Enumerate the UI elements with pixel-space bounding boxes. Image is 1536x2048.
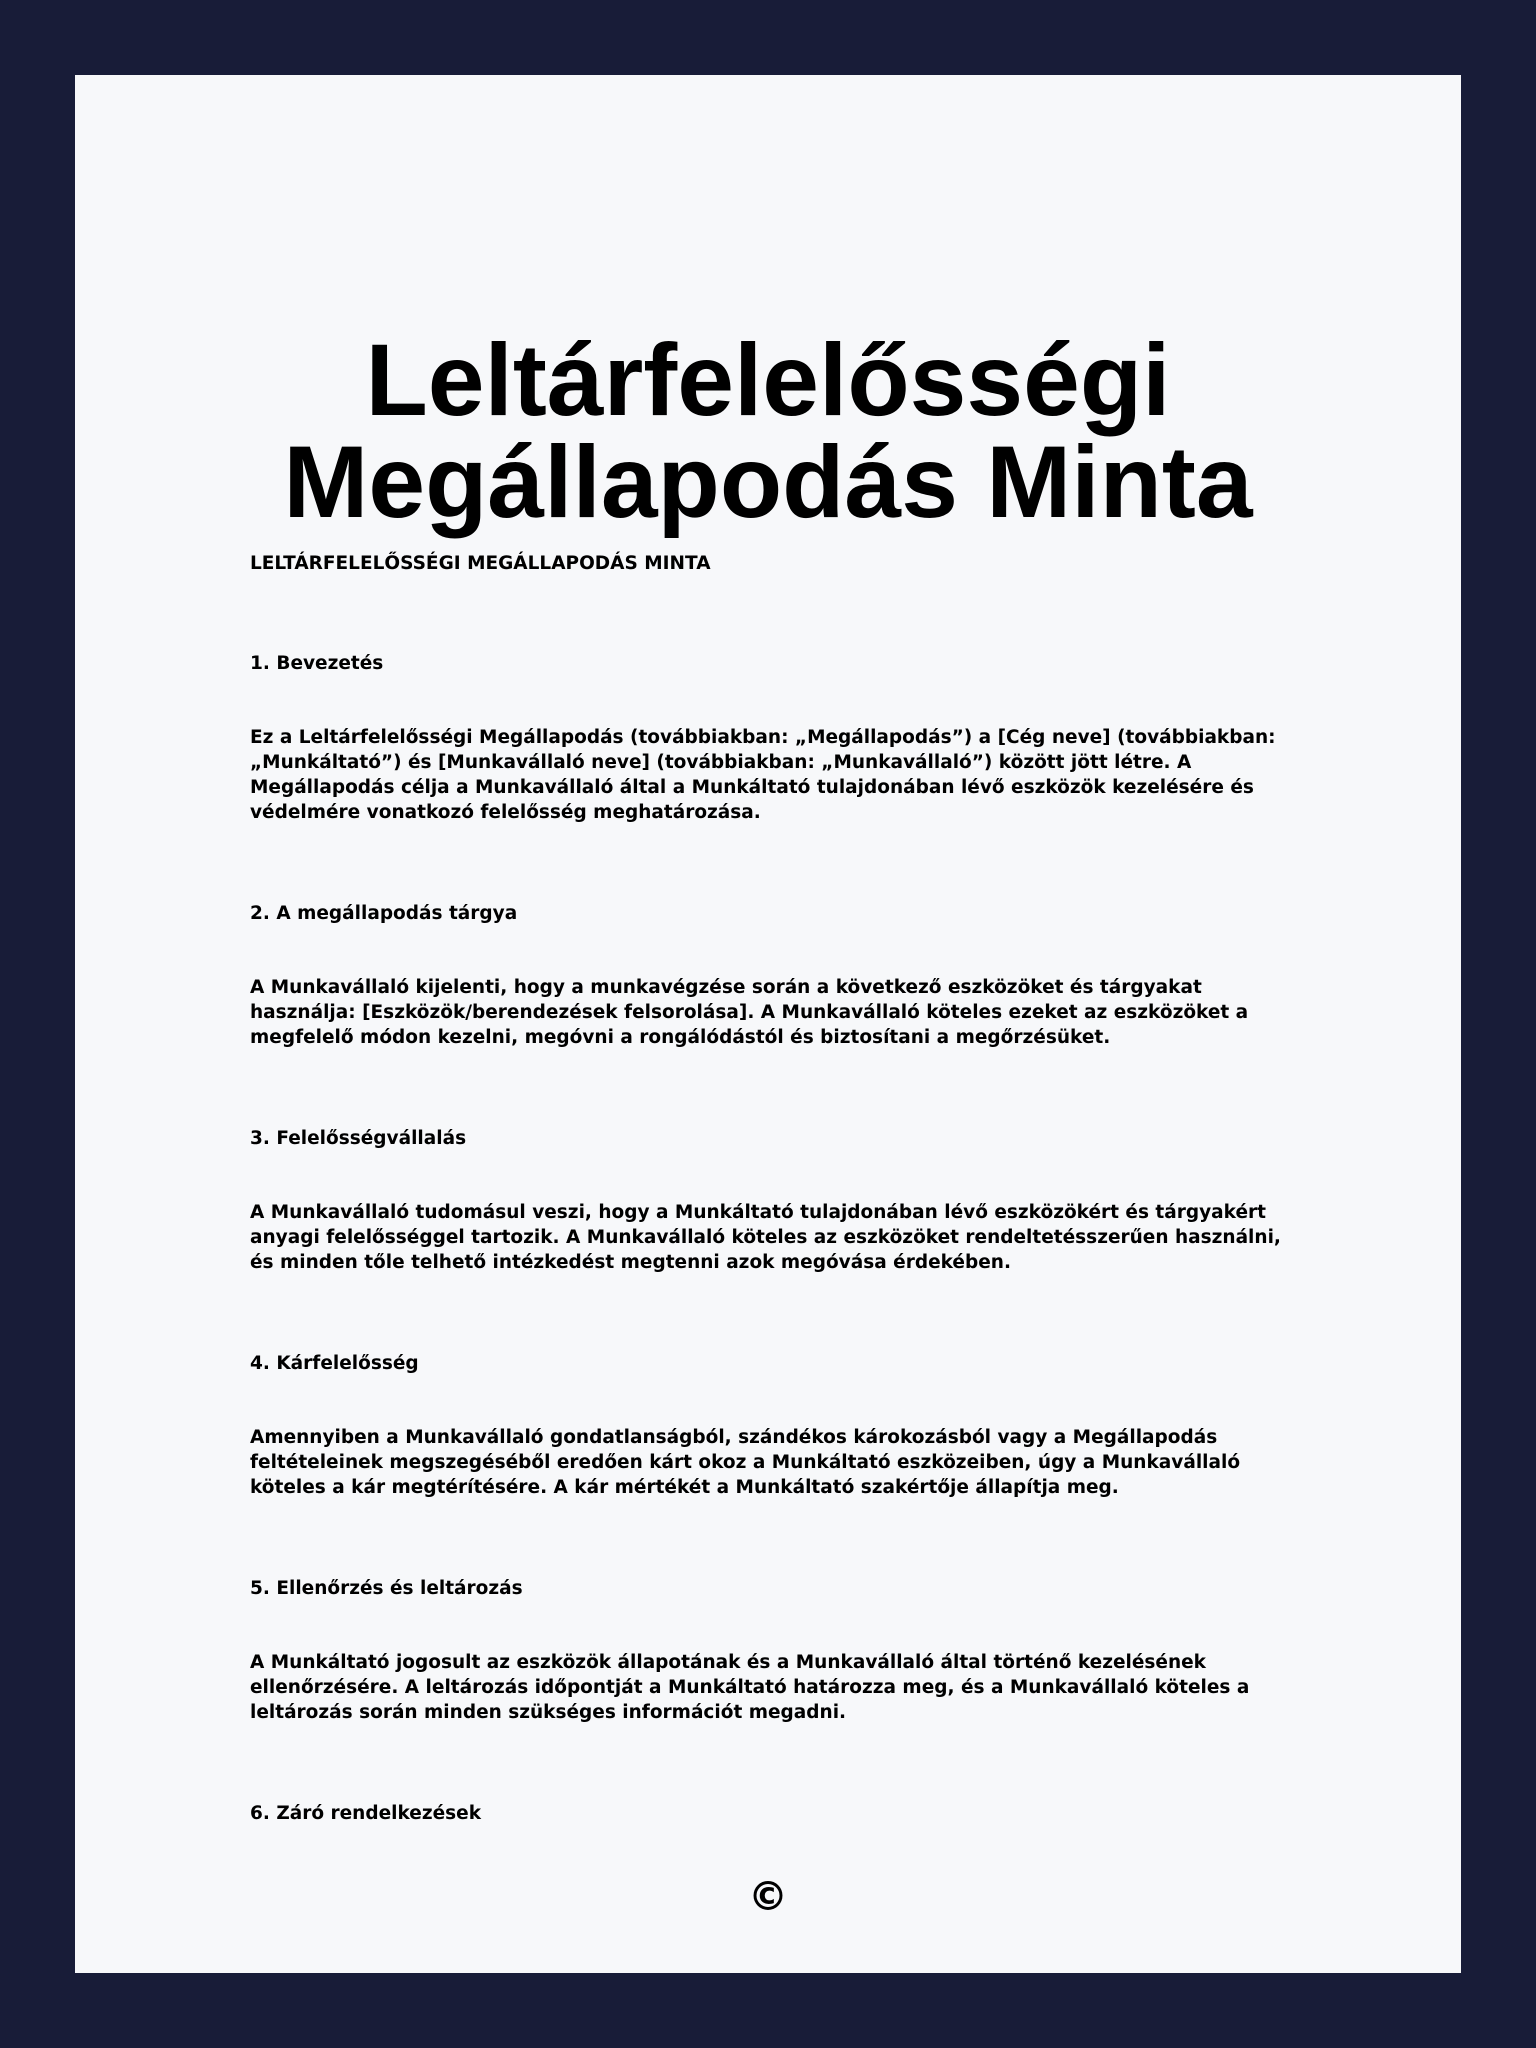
section-text-felelossegvallalas: A Munkavállaló tudomásul veszi, hogy a Munkáltató tulajdonában lévő eszközökért és tárgyakért anyagi felelősséggel tartozik. A Munkavállaló köteles az eszközöket rendeltetésszerűen használni, és minden tőle telhető intézkedést megtenni azok megóvása érdekében.	[250, 1202, 1281, 1273]
section-text-ellenorzes: A Munkáltató jogosult az eszközök állapotának és a Munkavállaló által történő kezelésének ellenőrzésére. A leltározás időpontját a Munkáltató határozza meg, és a Munkavállaló köteles a leltározás során minden szükséges információt megadni.	[250, 1652, 1250, 1723]
section-heading-karfelelosseg: 4. Kárfelelősség	[250, 1353, 419, 1374]
section-heading-felelossegvallalas: 3. Felelősségvállalás	[250, 1128, 467, 1149]
section-heading-ellenorzes: 5. Ellenőrzés és leltározás	[250, 1578, 523, 1599]
section-heading-zaro: 6. Záró rendelkezések	[250, 1803, 482, 1824]
section-heading-targy: 2. A megállapodás tárgya	[250, 903, 518, 924]
section-heading-bevezetes: 1. Bevezetés	[250, 653, 384, 674]
copyright-icon: ©	[748, 1874, 788, 1920]
page-title-line-2: Megállapodás Minta	[283, 425, 1253, 539]
section-text-bevezetes: Ez a Leltárfelelősségi Megállapodás (továbbiakban: „Megállapodás”) a [Cég neve] (továbbiakban: „Munkáltató”) és [Munkavállaló neve] (továbbiakban: „Munkavállaló”) között jött létre. A Megállapodás célja a Munkavállaló által a Munkáltató tulajdonában lévő eszközök kezelésére és védelmére vonatkozó felelősség meghatározása.	[250, 727, 1276, 823]
document-page	[75, 75, 1461, 1973]
document-heading: LELTÁRFELELŐSSÉGI MEGÁLLAPODÁS MINTA	[250, 553, 711, 574]
page-title	[75, 323, 1461, 539]
section-text-karfelelosseg: Amennyiben a Munkavállaló gondatlanságból, szándékos károkozásból vagy a Megállapodás feltételeinek megszegéséből eredően kárt okoz a Munkáltató eszközeiben, úgy a Munkavállaló köteles a kár megtérítésére. A kár mértékét a Munkáltató szakértője állapítja meg.	[250, 1427, 1241, 1498]
section-text-targy: A Munkavállaló kijelenti, hogy a munkavégzése során a következő eszközöket és tárgyakat használja: [Eszközök/berendezések felsorolása]. A Munkavállaló köteles ezeket az eszközöket a megfelelő módon kezelni, megóvni a rongálódástól és biztosítani a megőrzésüket.	[250, 977, 1249, 1048]
page-title-line-1: Leltárfelelősségi	[365, 323, 1171, 437]
